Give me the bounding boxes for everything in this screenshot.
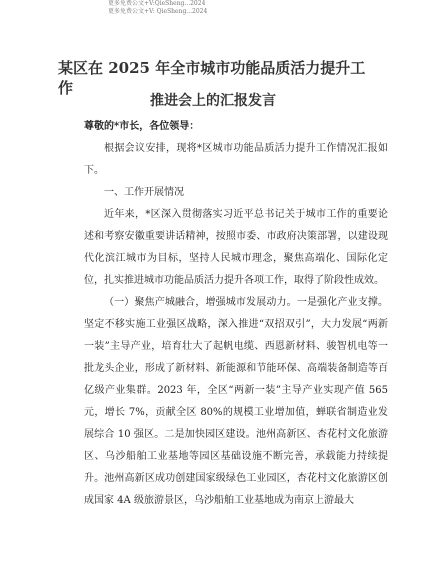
document-subtitle: 推进会上的汇报发言 bbox=[150, 93, 276, 109]
section-heading-1: 一、工作开展情况 bbox=[104, 187, 184, 198]
document-body bbox=[84, 116, 388, 512]
top-notes bbox=[108, 0, 207, 16]
salutation: 尊敬的*市长，各位领导： bbox=[84, 121, 200, 132]
title-line-1: 某区在 2025 年全市城市功能品质活力提升工 bbox=[58, 59, 366, 77]
top-note-line-2: 更多免费公文+V: QieSheng...2024 bbox=[108, 8, 208, 15]
top-note-line-1: 更多免费公文+V:QieSheng...2024 bbox=[108, 0, 206, 7]
title-line-2: 作 bbox=[58, 79, 74, 97]
paragraph-2: （一）聚焦产城融合，增强城市发展动力。一是强化产业支撑。坚定不移实施工业强区战略，深入推进“双招双引”，大力发展“两新一装”主导产业，培育壮大了起帆电缆、西恩新材料、骏智机电等一批龙头企业，形成了新材料、新能源和节能环保、高端装备制造等百亿级产业集群。2023 年，全区“两新一装”主导产业实现产值 565 元，增长 7%，贡献全区 80%的规模工业增加值，蝉联省制造业发展综合 10 强区。二是加快园区建设。池州高新区、杏花村文化旅游区、乌沙船舶工业基地等园区基础设施不断完善，承载能力持续提升。池州高新区成功创建国家级绿色工业园区，杏花村文化旅游区创成国家 4A 级旅游景区，乌沙船舶工业基地成为南京上游最大 bbox=[84, 297, 388, 506]
paragraph-1: 近年来，*区深入贯彻落实习近平总书记关于城市工作的重要论述和考察安徽重要讲话精神，按照市委、市政府决策部署，以建设现代化滨江城市为目标，坚持人民城市理念，聚焦高端化、国际化定位，扎实推进城市功能品质活力提升各项工作，取得了阶段性成效。 bbox=[84, 209, 388, 286]
intro-paragraph: 根据会议安排，现将*区城市功能品质活力提升工作情况汇报如下。 bbox=[84, 143, 388, 176]
